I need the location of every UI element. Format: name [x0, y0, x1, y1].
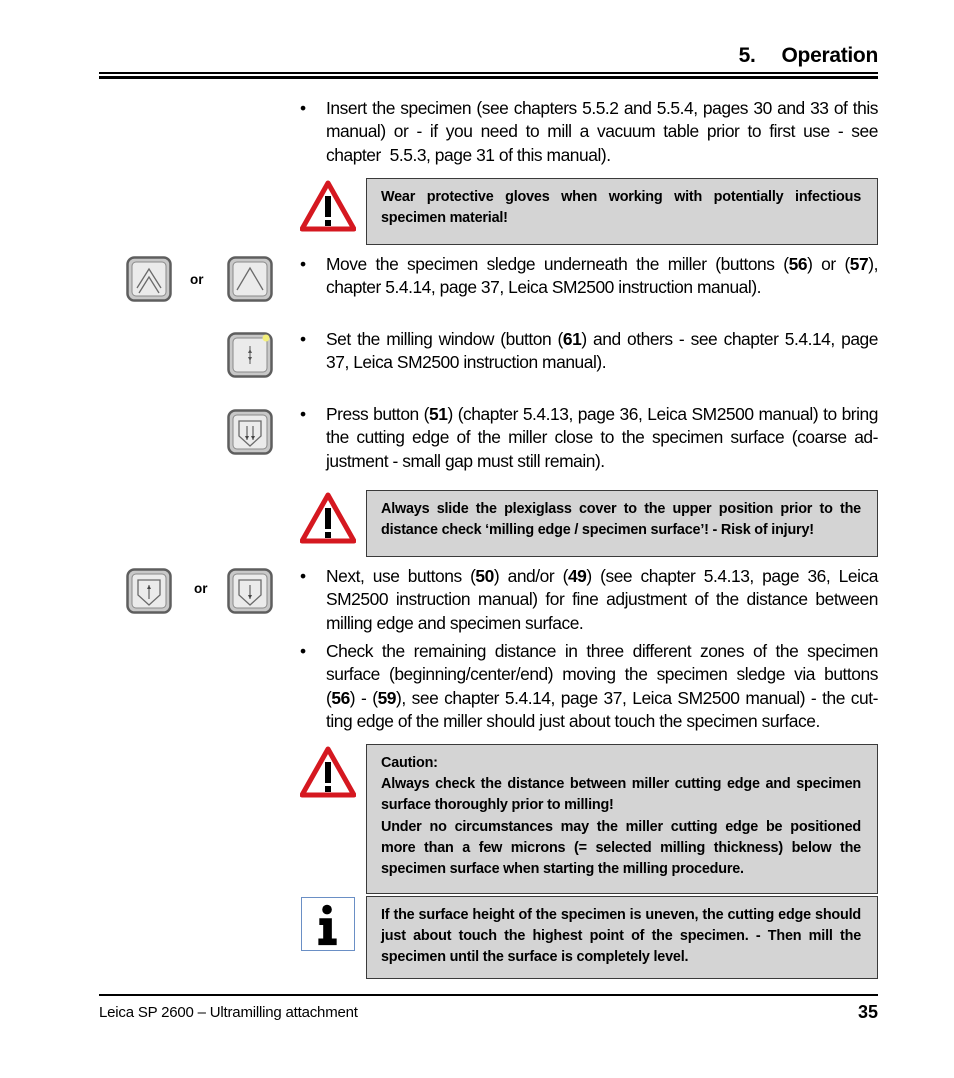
step-text: Set the milling window (button (61) and others - see chapter 5.4.14, page 37, Leica SM2500 instruction manual).: [326, 329, 878, 373]
bullet: •: [300, 641, 306, 661]
page-number: 35: [857, 1002, 878, 1022]
fine-up-button-icon: [126, 568, 172, 614]
step-text: Insert the specimen (see chapters 5.5.2 and 5.5.4, pages 30 and 33 of this manual) or - if you need to mill a vacuum table prior to first use - see chapter 5.5.3, page 31 of this manual).: [326, 98, 878, 165]
step-text: Check the remaining distance in three different zones of the specimen surface (beginning/center/end) moving the specimen sledge via buttons (56) - (59), see chapter 5.4.14, page 37, Leica SM2500 manual) - the cut-ting edge of the miller should just about touch the specimen surface.: [326, 641, 878, 732]
coarse-approach-button-icon: [227, 409, 273, 455]
section-number: 5.: [738, 44, 756, 67]
milling-window-button-icon: [227, 332, 273, 378]
bullet: •: [300, 98, 306, 118]
footer-rule: [99, 994, 878, 996]
warning-triangle-icon: [300, 492, 356, 544]
step-text: Move the specimen sledge underneath the miller (buttons (56) or (57), chapter 5.4.14, page 37, Leica SM2500 instruction manual).: [326, 254, 878, 298]
notice-gloves: [366, 178, 878, 245]
warning-triangle-icon: [300, 746, 356, 798]
caution-text: Under no circumstances may the miller cutting edge be positioned more than a few microns (= selected milling thickness) below the specimen surface when starting the milling procedure.: [381, 818, 861, 878]
step-text: Press button (51) (chapter 5.4.13, page 36, Leica SM2500 manual) to bring the cutting edge of the miller close to the specimen surface (coarse ad-justment - small gap must still remain).: [326, 404, 878, 471]
header-rule: [99, 72, 878, 74]
bullet: •: [300, 254, 306, 274]
warning-triangle-icon: [300, 180, 356, 232]
bullet: •: [300, 566, 306, 586]
section-heading: [739, 44, 878, 68]
section-title: Operation: [781, 44, 878, 67]
notice-caution: [366, 744, 878, 894]
fine-down-button-icon: [227, 568, 273, 614]
caution-text: Always check the distance between miller cutting edge and specimen surface thoroughly prior to milling!: [381, 776, 861, 814]
caution-title: Caution:: [381, 755, 438, 771]
or-label: or: [190, 272, 204, 287]
document-title: Leica SP 2600 – Ultramilling attachment: [99, 1004, 358, 1021]
step-text: Next, use buttons (50) and/or (49) (see chapter 5.4.13, page 36, Leica SM2500 instruction manual) for fine adjustment of the distance between milling edge and specimen surface.: [326, 566, 878, 633]
notice-info: [366, 896, 878, 979]
or-label: or: [194, 581, 208, 596]
up-button-icon: [227, 256, 273, 302]
info-icon: [301, 897, 355, 951]
notice-text: Always slide the plexiglass cover to the upper position prior to the distance check ‘milling edge / specimen surface’! - Risk of injury!: [381, 501, 861, 539]
bullet: •: [300, 329, 306, 349]
notice-plexiglass: [366, 490, 878, 557]
notice-text: If the surface height of the specimen is uneven, the cutting edge should just about touch the highest point of the specimen. - Then mill the specimen until the surface is completely level.: [381, 907, 861, 966]
header-rule-thick: [99, 76, 878, 79]
bullet: •: [300, 404, 306, 424]
notice-text: Wear protective gloves when working with potentially infectious specimen material!: [381, 189, 861, 227]
fast-up-button-icon: [126, 256, 172, 302]
